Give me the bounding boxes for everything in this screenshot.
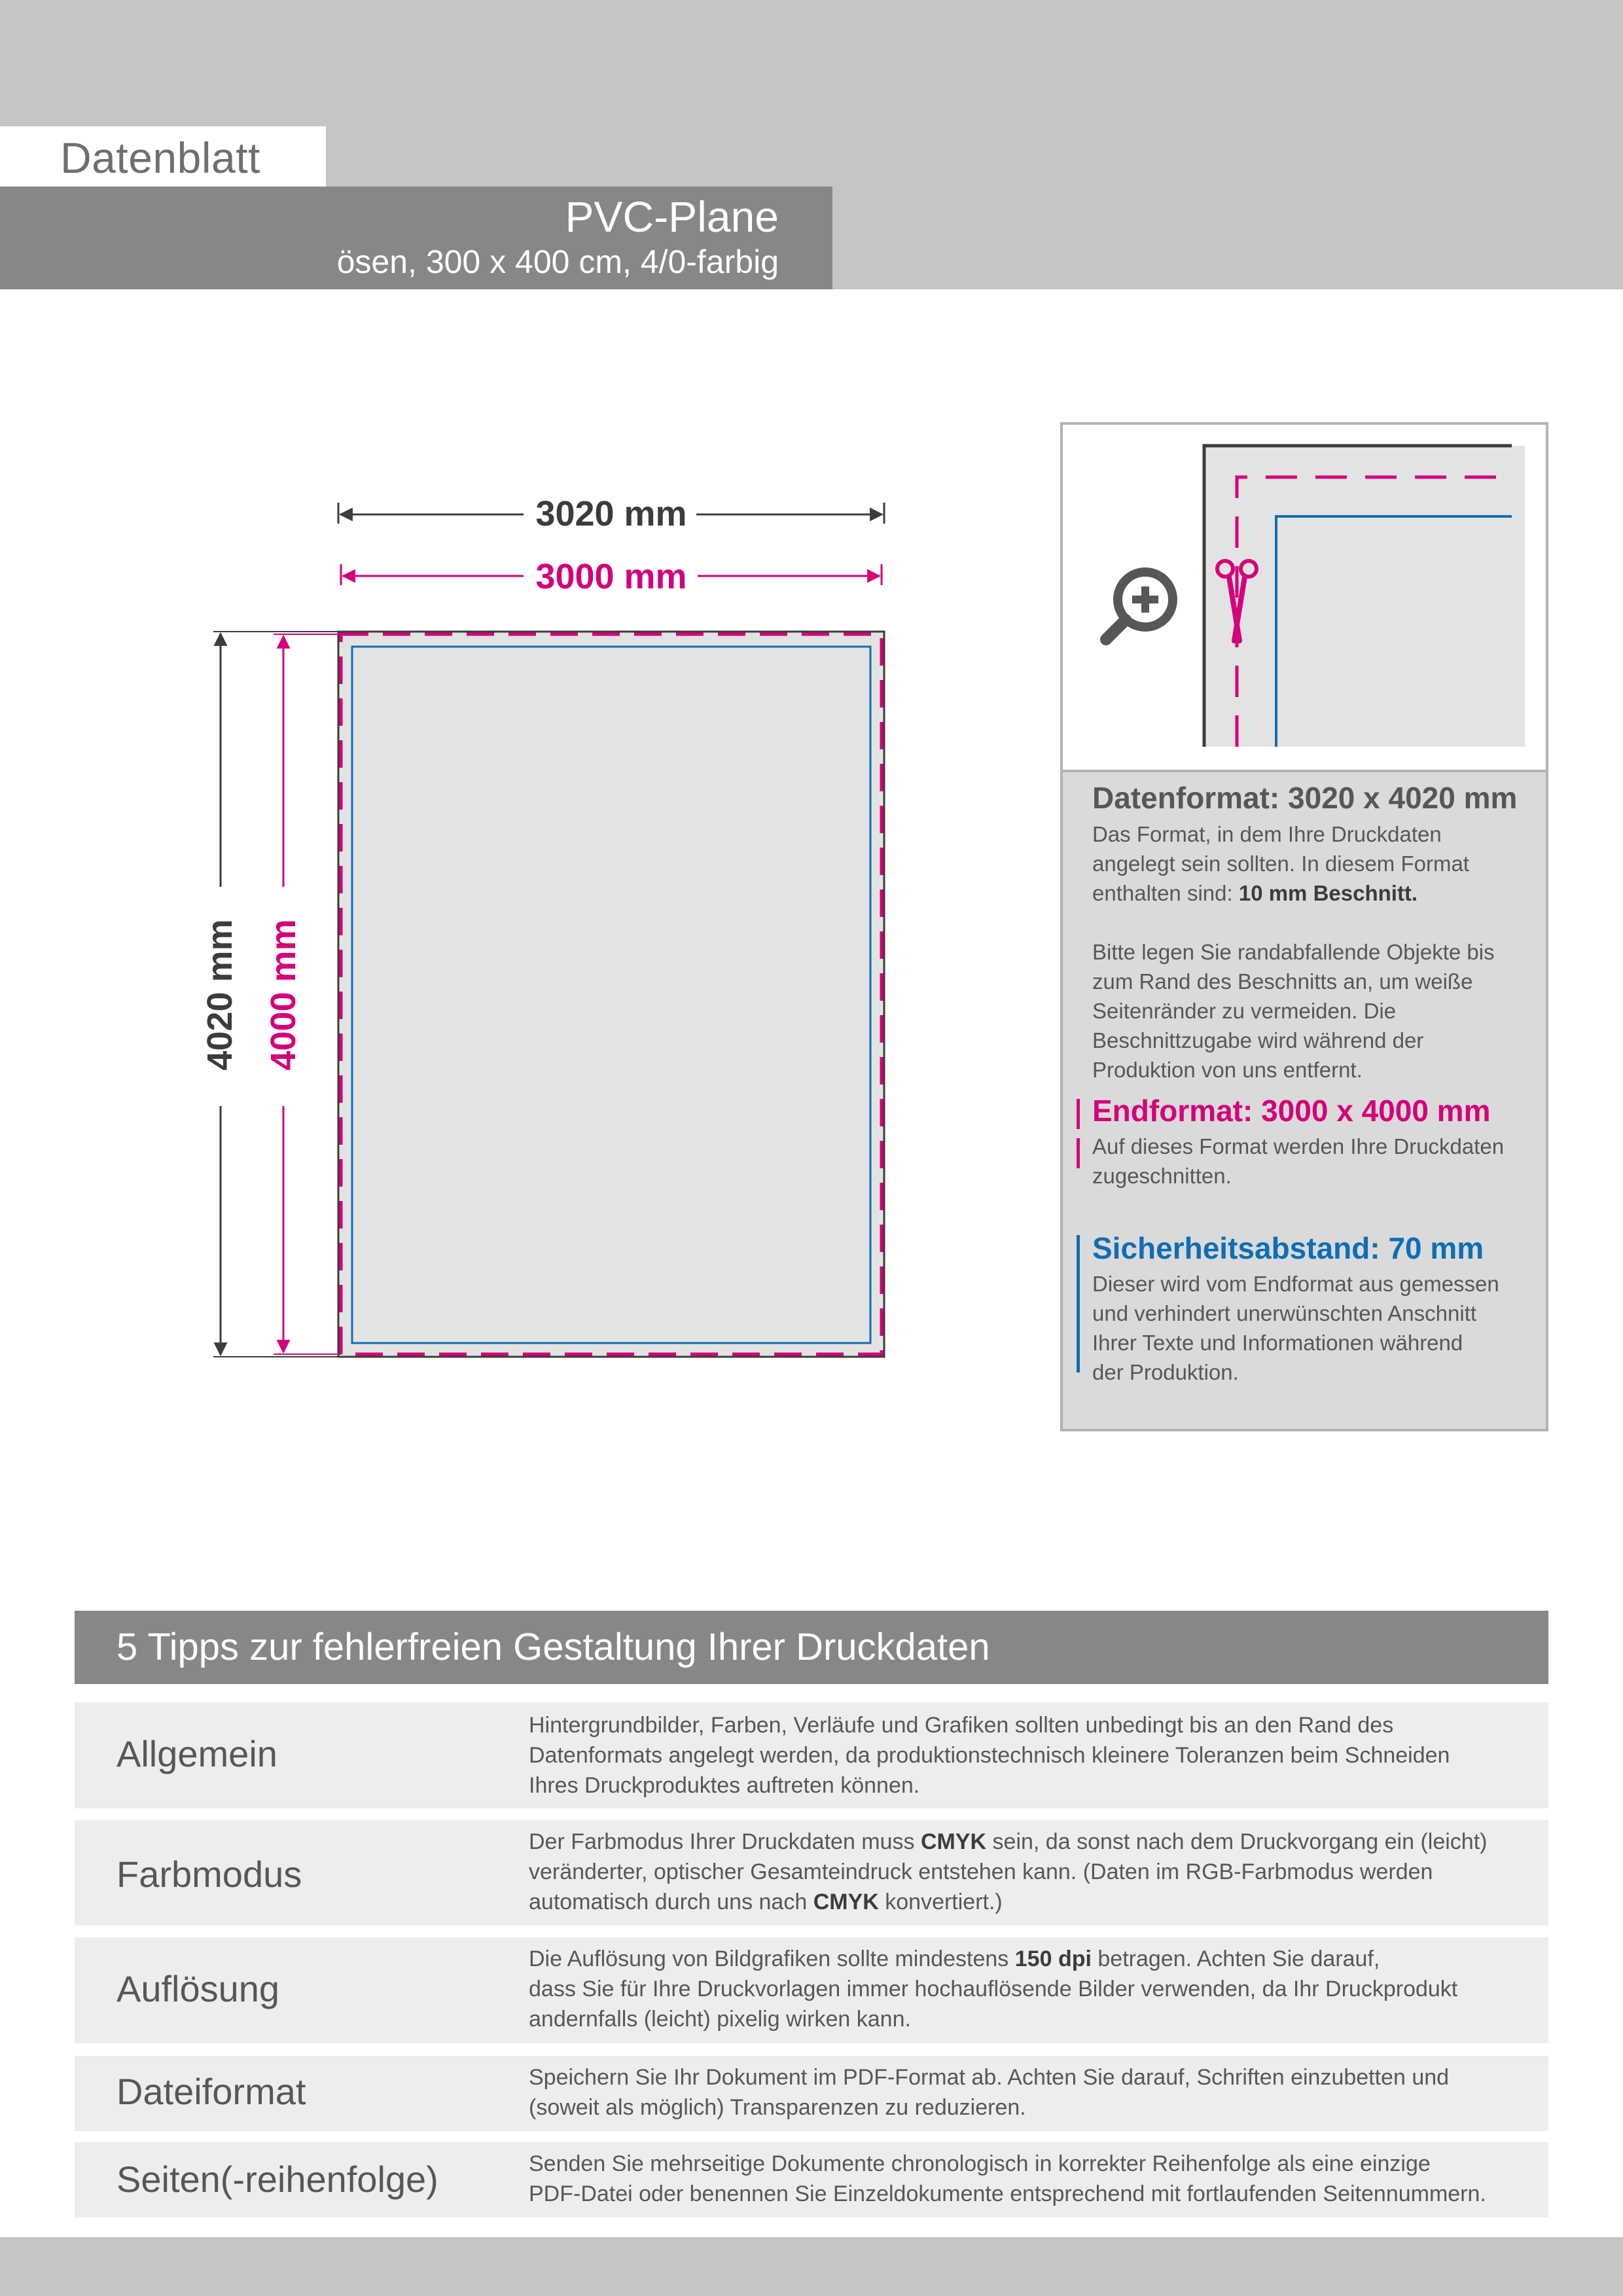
height-data-label: 4020 mm (200, 919, 240, 1071)
data-format-area (338, 632, 884, 1357)
tip-label: Allgemein (116, 1733, 277, 1774)
info-box (1060, 422, 1548, 1431)
datenformat-text: Das Format, in dem Ihre Druckdaten angelegt sein sollten. In diesem Format enthalten sind: 10 mm Beschnitt. (1092, 822, 1469, 905)
tip-row-seiten (75, 2142, 1548, 2217)
product-spec: ösen, 300 x 400 cm, 4/0-farbig (336, 243, 779, 280)
tips-header (75, 1611, 1548, 1684)
height-final-label: 4000 mm (264, 919, 303, 1071)
tip-row-dateiformat (75, 2056, 1548, 2131)
width-data-label: 3020 mm (535, 494, 687, 533)
endformat-marker (1077, 1099, 1080, 1129)
endformat-text: Auf dieses Format werden Ihre Druckdaten zugeschnitten. (1092, 1134, 1505, 1188)
tips-title: 5 Tipps zur fehlerfreien Gestaltung Ihrer Druckdaten (116, 1626, 990, 1668)
safety-marker (1077, 1235, 1080, 1372)
safety-title: Sicherheitsabstand: 70 mm (1092, 1231, 1484, 1265)
tip-text: Die Auflösung von Bildgrafiken sollte mindestens 150 dpi betragen. Achten Sie darauf, dass Sie für Ihre Druckvorlagen immer hochauflösende Bilder verwenden, da Ihr Druckprodukt andernfalls (leicht) pixelig wirken kann. (529, 1946, 1458, 2032)
footer-band (0, 2237, 1623, 2296)
corner-bleed-area (1204, 446, 1525, 747)
tip-label: Dateiformat (116, 2071, 306, 2112)
datenformat-title: Datenformat: 3020 x 4020 mm (1092, 781, 1518, 815)
corner-detail-zoom (1063, 425, 1546, 770)
endformat-title: Endformat: 3000 x 4000 mm (1092, 1094, 1491, 1128)
tip-text: Speichern Sie Ihr Dokument im PDF-Format ab. Achten Sie darauf, Schriften einzubetten und (soweit als möglich) Transparenzen zu reduzieren. (529, 2065, 1450, 2120)
tip-row-farbmodus (75, 1820, 1548, 1926)
bleed-instructions: Bitte legen Sie randabfallende Objekte bis zum Rand des Beschnitts an, um weiße Seitenränder zu vermeiden. Die Beschnittzugabe wird während der Produktion von uns entfernt. (1092, 940, 1495, 1082)
width-final-label: 3000 mm (535, 557, 687, 596)
tip-label: Seiten(-reihenfolge) (116, 2159, 438, 2200)
product-name: PVC-Plane (565, 192, 779, 241)
tip-row-aufloesung (75, 1937, 1548, 2043)
safety-text: Dieser wird vom Endformat aus gemessen und verhindert unerwünschten Anschnitt Ihrer Texte und Informationen während der Produktion. (1092, 1272, 1499, 1384)
tip-label: Auflösung (116, 1968, 280, 2009)
document-label: Datenblatt (60, 134, 260, 182)
tip-label: Farbmodus (116, 1854, 302, 1895)
tip-text: Senden Sie mehrseitige Dokumente chronologisch in korrekter Reihenfolge als eine einzige PDF-Datei oder benennen Sie Einzeldokumente entsprechend mit fortlaufenden Seitennummern. (529, 2151, 1486, 2206)
tip-row-allgemein (75, 1702, 1548, 1808)
tip-text: Der Farbmodus Ihrer Druckdaten muss CMYK sein, da sonst nach dem Druckvorgang ein (leicht) veränderter, optischer Gesamteindruck entstehen kann. (Daten im RGB-Farbmodus werden automatisch durch uns nach CMYK konvertiert.) (529, 1829, 1488, 1914)
info-text-area (1063, 772, 1546, 1429)
magnifier-plus-icon (1106, 572, 1173, 639)
tip-text: Hintergrundbilder, Farben, Verläufe und Grafiken sollten unbedingt bis an den Rand des Datenformats angelegt werden, da produktionstechnisch kleinere Toleranzen beim Schneiden Ihres Druckproduktes auftreten können. (529, 1713, 1450, 1798)
